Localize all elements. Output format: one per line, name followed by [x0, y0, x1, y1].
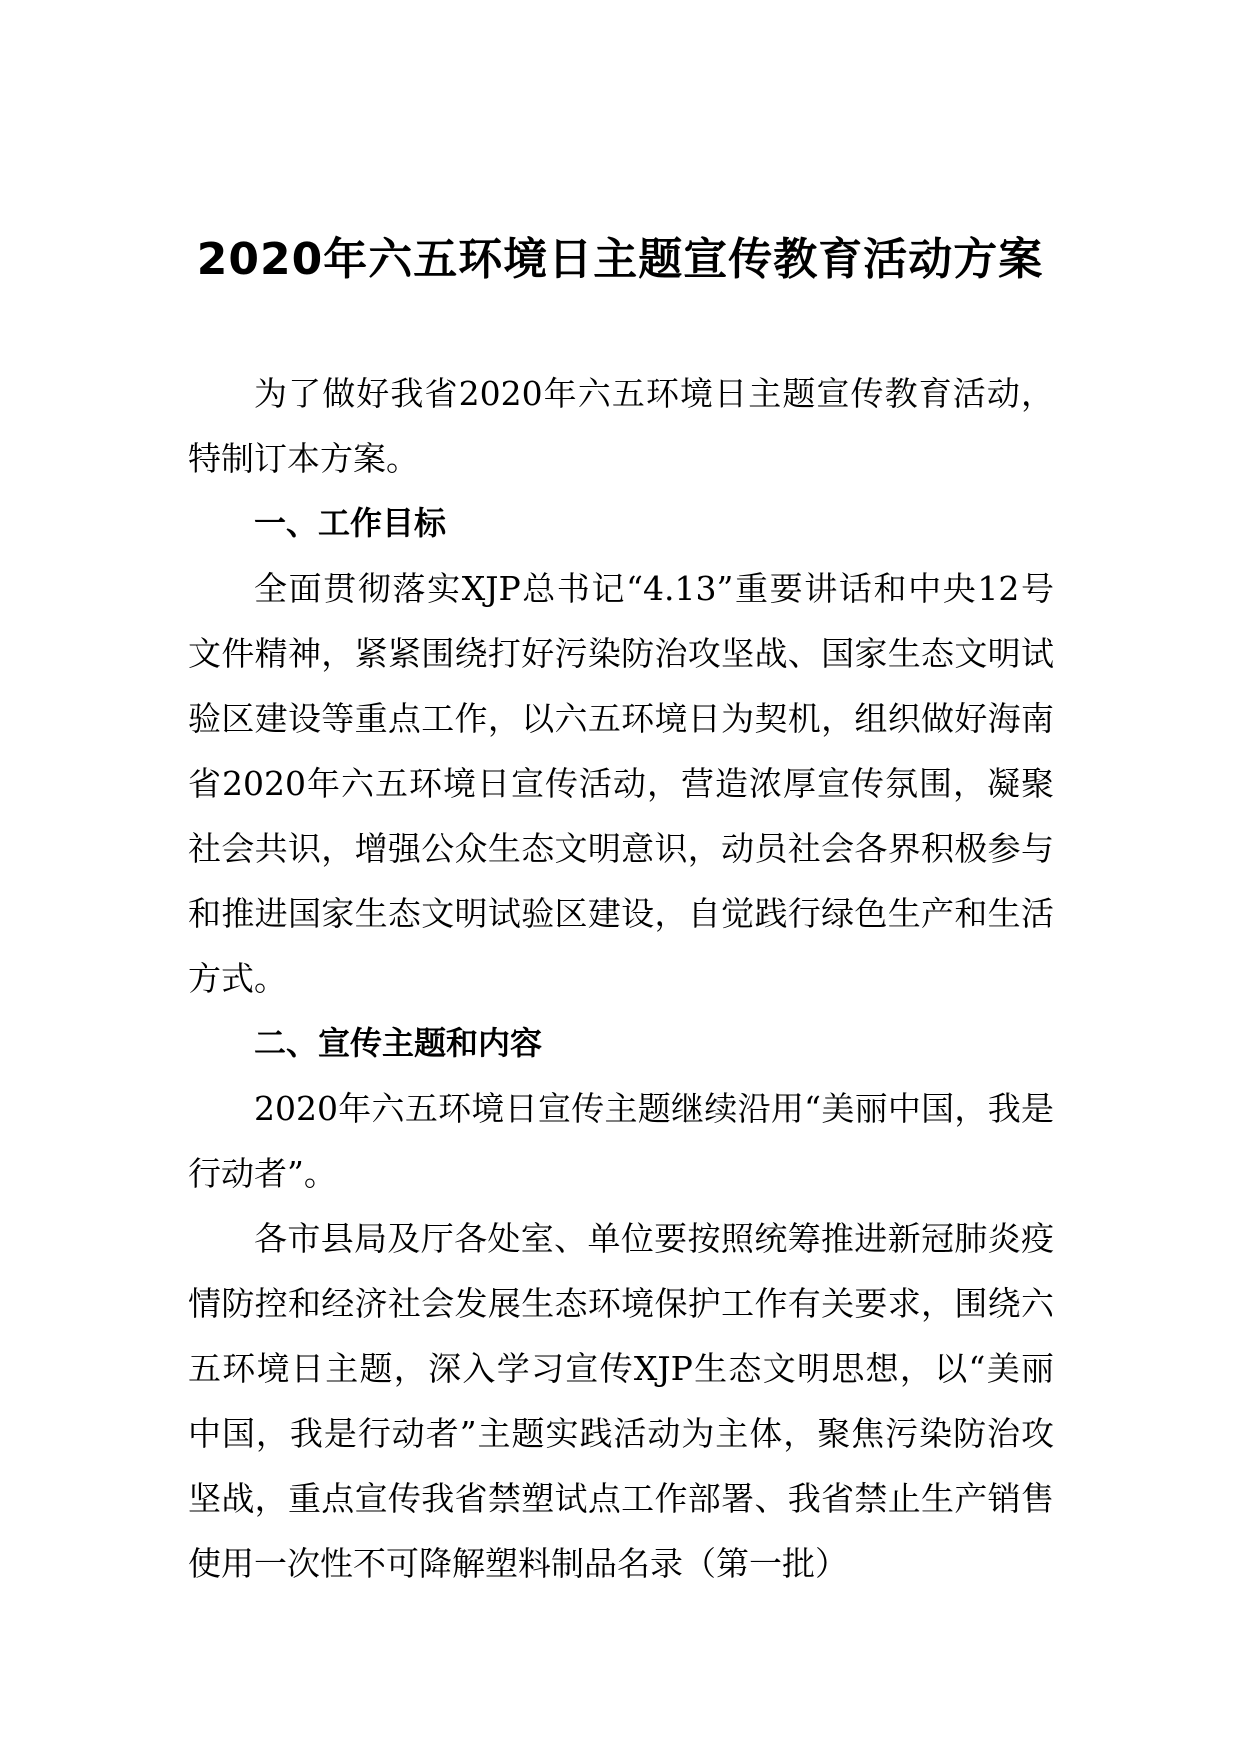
- document-body: [188, 361, 1054, 1596]
- theme-paragraph: 2020年六五环境日宣传主题继续沿用“美丽中国，我是行动者”。: [188, 1089, 1054, 1193]
- goals-paragraph: 全面贯彻落实XJP总书记“4.13”重要讲话和中央12号文件精神，紧紧围绕打好污染防治攻坚战、国家生态文明试验区建设等重点工作，以六五环境日为契机，组织做好海南省2020年六五环境日宣传活动，营造浓厚宣传氛围，凝聚社会共识，增强公众生态文明意识，动员社会各界积极参与和推进国家生态文明试验区建设，自觉践行绿色生产和生活方式。: [188, 569, 1054, 998]
- intro-paragraph: 为了做好我省2020年六五环境日主题宣传教育活动，特制订本方案。: [188, 374, 1054, 478]
- document-title: 2020年六五环境日主题宣传教育活动方案: [196, 234, 1044, 285]
- content-paragraph: 各市县局及厅各处室、单位要按照统筹推进新冠肺炎疫情防控和经济社会发展生态环境保护工作有关要求，围绕六五环境日主题，深入学习宣传XJP生态文明思想，以“美丽中国，我是行动者”主题实践活动为主体，聚焦污染防治攻坚战，重点宣传我省禁塑试点工作部署、我省禁止生产销售使用一次性不可降解塑料制品名录（第一批）: [188, 1219, 1054, 1583]
- section-heading-theme: 二、宣传主题和内容: [254, 1024, 543, 1062]
- section-heading-goals: 一、工作目标: [254, 504, 447, 542]
